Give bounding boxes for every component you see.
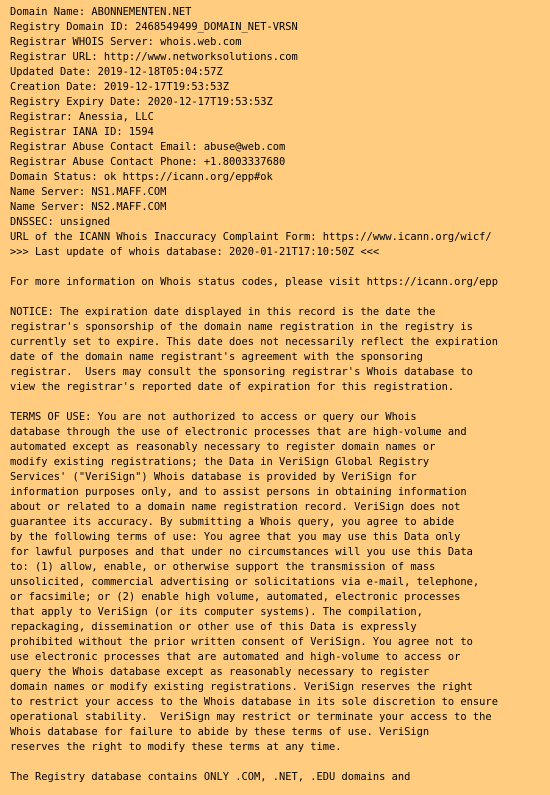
whois-line: Domain Name: ABONNEMENTEN.NET [10,6,192,18]
whois-line: automated except as reasonably necessary to register domain names or [10,441,436,453]
whois-line: use electronic processes that are automated and high-volume to access or [10,651,461,663]
whois-line: currently set to expire. This date does not necessarily reflect the expiration [10,336,498,348]
whois-line [10,395,546,410]
whois-line: The Registry database contains ONLY .COM, .NET, .EDU domains and [10,771,411,783]
whois-line: registrar. Users may consult the sponsoring registrar's Whois database to [10,366,473,378]
whois-line: Updated Date: 2019-12-18T05:04:57Z [10,66,223,78]
whois-line: to: (1) allow, enable, or otherwise support the transmission of mass [10,561,436,573]
whois-line: TERMS OF USE: You are not authorized to access or query our Whois [10,411,417,423]
whois-line: repackaging, dissemination or other use of this Data is expressly [10,621,417,633]
whois-record-text [10,5,546,785]
whois-line [10,260,546,275]
whois-line: date of the domain name registrant's agreement with the sponsoring [10,351,423,363]
whois-line: reserves the right to modify these terms at any time. [10,741,342,753]
whois-line: >>> Last update of whois database: 2020-01-21T17:10:50Z <<< [10,246,380,258]
whois-line: Services' ("VeriSign") Whois database is provided by VeriSign for [10,471,417,483]
whois-line: or facsimile; or (2) enable high volume, automated, electronic processes [10,591,461,603]
whois-line [10,755,546,770]
whois-line: DNSSEC: unsigned [10,216,111,228]
whois-line: by the following terms of use: You agree that you may use this Data only [10,531,461,543]
whois-line: Registrar IANA ID: 1594 [10,126,154,138]
whois-line: database through the use of electronic processes that are high-volume and [10,426,467,438]
whois-line: URL of the ICANN Whois Inaccuracy Complaint Form: https://www.icann.org/wicf/ [10,231,492,243]
whois-line: Name Server: NS2.MAFF.COM [10,201,167,213]
whois-line: Creation Date: 2019-12-17T19:53:53Z [10,81,229,93]
whois-line: view the registrar's reported date of expiration for this registration. [10,381,455,393]
whois-line: Registrar: Anessia, LLC [10,111,154,123]
whois-line: modify existing registrations; the Data in VeriSign Global Registry [10,456,430,468]
whois-line: unsolicited, commercial advertising or solicitations via e-mail, telephone, [10,576,480,588]
whois-line: Registrar Abuse Contact Email: abuse@web.com [10,141,286,153]
whois-line: query the Whois database except as reasonably necessary to register [10,666,430,678]
whois-line: prohibited without the prior written consent of VeriSign. You agree not to [10,636,473,648]
whois-line: Registrar WHOIS Server: whois.web.com [10,36,242,48]
whois-line: information purposes only, and to assist persons in obtaining information [10,486,467,498]
whois-line: to restrict your access to the Whois database in its sole discretion to ensure [10,696,498,708]
whois-line: Registry Domain ID: 2468549499_DOMAIN_NET-VRSN [10,21,298,33]
whois-line [10,290,546,305]
whois-line: Domain Status: ok https://icann.org/epp#ok [10,171,273,183]
whois-line: Registrar URL: http://www.networksolutions.com [10,51,298,63]
whois-line: Registrar Abuse Contact Phone: +1.8003337680 [10,156,286,168]
whois-line: Whois database for failure to abide by these terms of use. VeriSign [10,726,430,738]
whois-line: registrar's sponsorship of the domain name registration in the registry is [10,321,473,333]
whois-line: for lawful purposes and that under no circumstances will you use this Data [10,546,473,558]
whois-line: operational stability. VeriSign may restrict or terminate your access to the [10,711,492,723]
whois-line: For more information on Whois status codes, please visit https://icann.org/epp [10,276,498,288]
whois-line: that apply to VeriSign (or its computer systems). The compilation, [10,606,423,618]
whois-line: NOTICE: The expiration date displayed in this record is the date the [10,306,436,318]
whois-line: Registry Expiry Date: 2020-12-17T19:53:53Z [10,96,273,108]
whois-line: about or related to a domain name registration record. VeriSign does not [10,501,461,513]
whois-line: guarantee its accuracy. By submitting a Whois query, you agree to abide [10,516,455,528]
whois-line: Name Server: NS1.MAFF.COM [10,186,167,198]
whois-line: domain names or modify existing registrations. VeriSign reserves the right [10,681,473,693]
